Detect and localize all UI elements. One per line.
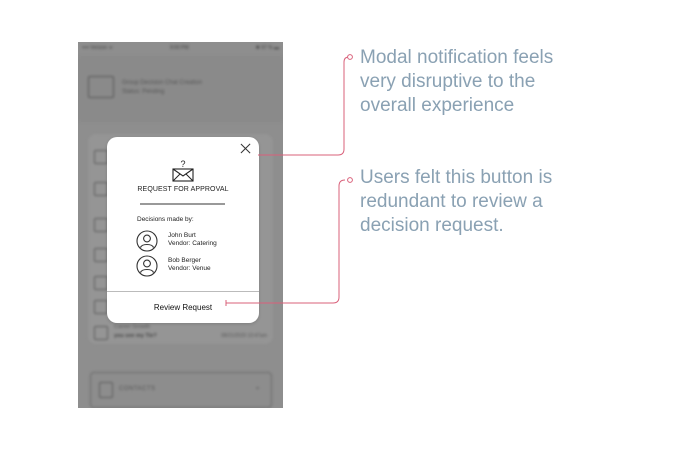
annotation-line: very disruptive to the (360, 71, 536, 92)
person-name: John Burt (168, 232, 196, 239)
status-battery: ✱ 97 % ▬ (255, 45, 279, 51)
annotation-line: overall experience (360, 95, 515, 116)
annotation-button-redundant (360, 166, 640, 238)
avatar-icon (136, 255, 158, 277)
person-item (136, 255, 246, 277)
annotation-line: Users felt this button is (360, 167, 553, 188)
envelope-icon (94, 182, 108, 196)
chat-icon (94, 276, 108, 290)
chat-icon (94, 326, 108, 340)
header-title: Group Decision Chat Creation (122, 80, 203, 86)
contacts-section (90, 372, 272, 408)
status-bar (78, 42, 283, 54)
person-name: Bob Berger (168, 257, 201, 264)
avatar-icon (136, 230, 158, 252)
document-icon (94, 150, 108, 164)
decisions-label: Decisions made by: (137, 216, 194, 223)
chat-icon (94, 248, 108, 262)
contacts-icon (99, 382, 113, 398)
svg-text:?: ? (180, 159, 186, 169)
envelope-question-icon (170, 159, 196, 183)
person-item (136, 230, 246, 252)
person-role: Vendor: Catering (168, 240, 217, 247)
contacts-label: CONTACTS (119, 386, 156, 392)
list-item-timestamp: 08/21/2020 10:47am (221, 333, 267, 339)
status-carrier: •••• Verizon ᯤ (82, 45, 114, 51)
annotation-modal-disruptive (360, 46, 640, 118)
review-request-button[interactable]: Review Request (153, 303, 213, 312)
approval-modal (107, 137, 259, 323)
document-icon (94, 218, 108, 232)
envelope-icon (88, 76, 114, 98)
divider (140, 203, 225, 205)
person-role: Vendor: Venue (168, 265, 211, 272)
annotation-line: Modal notification feels (360, 47, 554, 68)
annotation-line: redundant to review a (360, 191, 543, 212)
list-item-title: Career Growth (114, 324, 151, 330)
callout-dot-button (348, 178, 353, 183)
chevron-down-icon: ⌄ (254, 382, 261, 391)
annotation-line: decision request. (360, 215, 504, 236)
close-icon[interactable] (239, 142, 253, 156)
callout-dot-modal (348, 55, 353, 60)
chat-icon (94, 300, 108, 314)
status-time: 9:00 PM (170, 45, 189, 51)
chat-header (78, 56, 283, 122)
modal-title: REQUEST FOR APPROVAL (137, 186, 229, 193)
header-status: Status: Pending (122, 89, 165, 95)
list-item-subtitle: you see my Tie? (114, 333, 157, 339)
